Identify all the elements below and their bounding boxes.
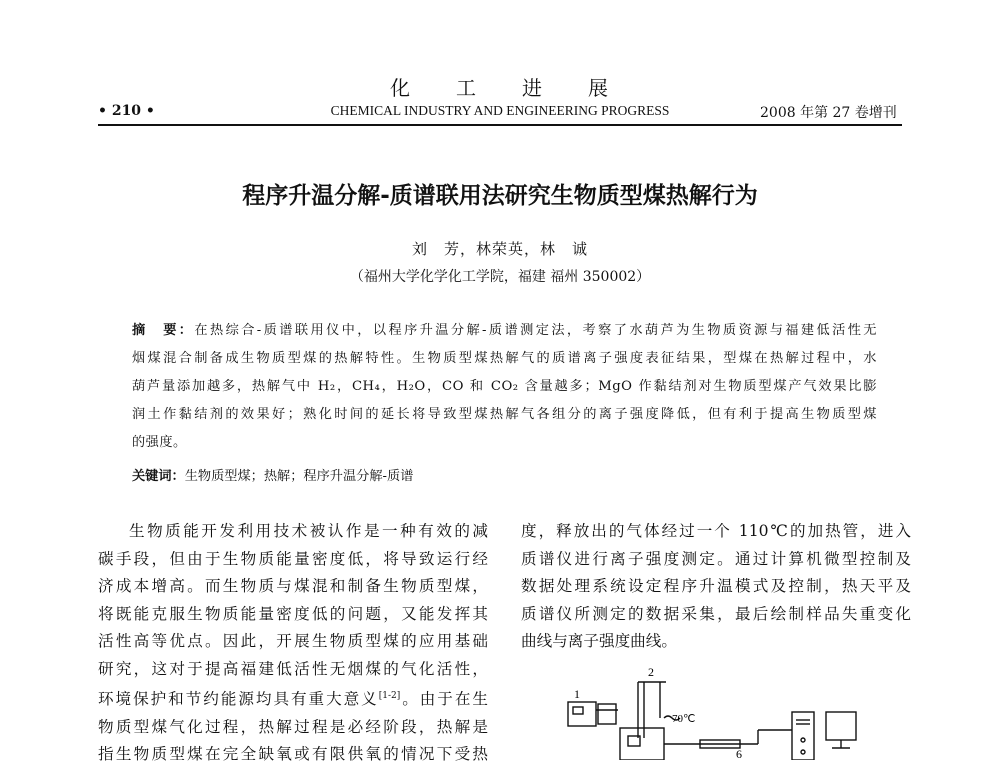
body-right-column xyxy=(521,518,911,656)
body-line: 物质型煤气化过程，热解过程是必经阶段，热解是 xyxy=(98,717,488,736)
keywords xyxy=(132,465,413,484)
computer-tower xyxy=(792,712,814,760)
tower-button xyxy=(801,738,805,742)
abstract-line: 润土作黏结剂的效果好；熟化时间的延长将导致型煤热解气各组分的离子强度降低，但有利于提高生物质型煤 xyxy=(132,407,877,422)
apparatus-display xyxy=(573,707,583,714)
abstract-line: 烟煤混合制备成生物质型煤的热解特性。生物质型煤热解气的质谱离子强度表征结果，型煤在热解过程中，水 xyxy=(132,351,877,366)
article-title: 程序升温分解-质谱联用法研究生物质型煤热解行为 xyxy=(242,183,758,209)
abstract-line xyxy=(132,317,877,345)
figure-label-1: 1 xyxy=(574,687,580,701)
body-line: 研究，这对于提高福建低活性无烟煤的气化活性， xyxy=(98,659,488,678)
thermal-balance-body xyxy=(620,728,664,760)
abstract xyxy=(132,317,877,457)
abstract-line: 的强度。 xyxy=(132,435,187,450)
figure-temperature: 70℃ xyxy=(672,713,696,725)
monitor-icon xyxy=(826,712,856,740)
body-line: 数据处理系统设定程序升温模式及控制，热天平及 xyxy=(521,577,911,595)
body-text: 环境保护和节约能源均具有重大意义 xyxy=(98,690,379,709)
body-line: 指生物质型煤在完全缺氧或有限供氧的情况下受热 xyxy=(98,745,488,764)
body-line: 将既能克服生物质能量密度低的问题，又能发挥其 xyxy=(98,604,488,623)
page-number: • 210 • xyxy=(98,103,155,119)
body-line: 生物质能开发利用技术被认作是一种有效的减 xyxy=(129,522,488,540)
journal-title-zh: 化 工 进 展 xyxy=(390,76,610,100)
body-left-column xyxy=(98,518,488,769)
body-line: 度，释放出的气体经过一个 110℃的加热管，进入 xyxy=(521,522,911,540)
keywords-text: 生物质型煤；热解；程序升温分解-质谱 xyxy=(184,469,414,484)
abstract-label: 摘 要： xyxy=(132,323,195,338)
abstract-line: 葫芦量添加越多，热解气中 H₂，CH₄，H₂O，CO 和 CO₂ 含量越多；MgO 作黏结剂对生物质型煤产气效果比膨 xyxy=(132,379,877,394)
citation-ref: [1-2] xyxy=(378,691,401,701)
body-line: 质谱仪所测定的数据采集，最后绘制样品失重变化 xyxy=(521,604,911,623)
body-line: 活性高等优点。因此，开展生物质型煤的应用基础 xyxy=(98,632,488,650)
body-text: 。由于在生 xyxy=(400,690,488,709)
body-line: 质谱仪进行离子强度测定。通过计算机微型控制及 xyxy=(521,549,911,568)
body-line: 碳手段，但由于生物质能量密度低，将导致运行经 xyxy=(98,549,488,568)
body-line xyxy=(98,683,488,714)
journal-title-en: CHEMICAL INDUSTRY AND ENGINEERING PROGRESS xyxy=(330,103,670,118)
figure-label-2: 2 xyxy=(648,665,654,679)
abstract-text: 在热综合-质谱联用仪中，以程序升温分解-质谱测定法，考察了水葫芦为生物质资源与福建低活性无 xyxy=(194,323,877,338)
header-rule xyxy=(98,124,902,126)
keywords-label: 关键词： xyxy=(132,469,185,484)
authors: 刘 芳，林荣英，林 诚 xyxy=(411,240,588,258)
tower-button xyxy=(801,750,805,754)
apparatus-figure xyxy=(560,660,890,760)
body-line: 济成本增高。而生物质与煤混和制备生物质型煤， xyxy=(98,577,488,595)
affiliation: （福州大学化学化工学院，福建 福州 350002） xyxy=(349,269,651,285)
body-line: 曲线与离子强度曲线。 xyxy=(521,632,677,650)
issue-info: 2008 年第 27 卷增刊 xyxy=(760,105,897,121)
figure-label-6: 6 xyxy=(736,747,742,760)
apparatus-valve xyxy=(598,704,616,724)
